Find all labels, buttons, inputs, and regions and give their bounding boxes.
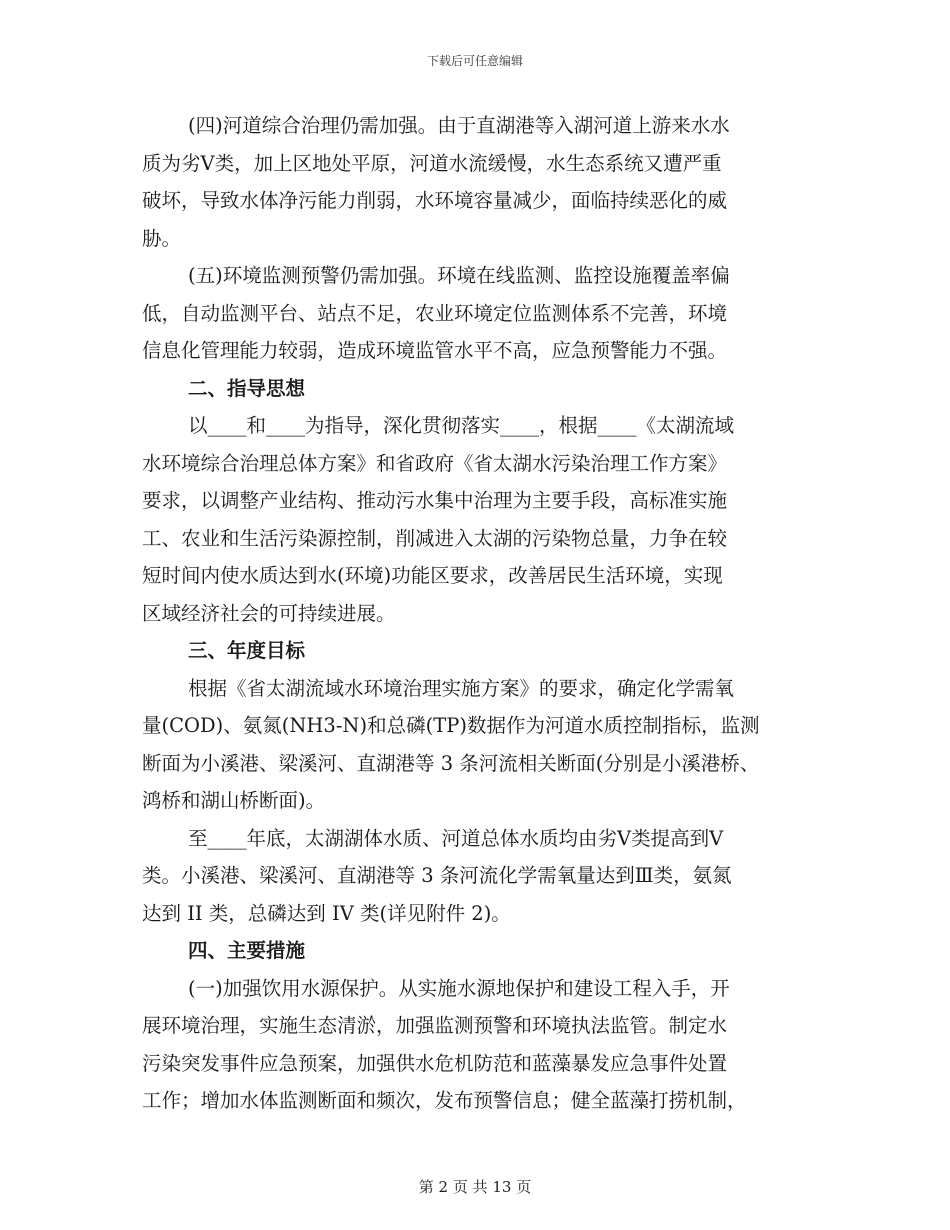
text-line: 质为劣Ⅴ类，加上区地处平原，河道水流缓慢，水生态系统又遭严重	[142, 151, 722, 175]
text-line: 水环境综合治理总体方案》和省政府《省太湖水污染治理工作方案》	[142, 451, 728, 475]
text-line: 要求，以调整产业结构、推动污水集中治理为主要手段，高标准实施	[142, 489, 728, 512]
section-heading: 三、年度目标	[188, 639, 306, 662]
text-line: 至____年底，太湖湖体水质、河道总体水质均由劣Ⅴ类提高到Ⅴ	[188, 826, 724, 850]
text-line: 区域经济社会的可持续进展。	[142, 601, 396, 625]
section-heading: 四、主要措施	[188, 939, 306, 962]
text-line: 工作；增加水体监测断面和频次，发布预警信息；健全蓝藻打捞机制，	[142, 1089, 747, 1112]
page-header: 下载后可任意编辑	[426, 54, 523, 68]
text-line: 达到 II 类，总磷达到 IV 类(详见附件 2)。	[142, 901, 511, 925]
text-line: (五)环境监测预警仍需加强。环境在线监测、监控设施覆盖率偏	[188, 264, 730, 287]
text-line: 破坏，导致水体净污能力削弱，水环境容量减少，面临持续恶化的威	[142, 189, 728, 212]
text-line: 以____和____为指导，深化贯彻落实____，根据____《太湖流域	[188, 414, 735, 437]
text-line: (四)河道综合治理仍需加强。由于直湖港等入湖河道上游来水水	[188, 114, 730, 137]
text-line: 低，自动监测平台、站点不足，农业环境定位监测体系不完善，环境	[142, 301, 728, 325]
text-line: 量(COD)、氨氮(NH3-N)和总磷(TP)数据作为河道水质控制指标，监测	[142, 714, 760, 737]
text-line: (一)加强饮用水源保护。从实施水源地保护和建设工程入手，开	[188, 976, 730, 1000]
text-line: 断面为小溪港、梁溪河、直湖港等 3 条河流相关断面(分别是小溪港桥、	[142, 751, 760, 775]
text-line: 鸿桥和湖山桥断面)。	[142, 789, 326, 812]
document-body	[142, 107, 822, 1120]
text-line: 工、农业和生活污染源控制，削减进入太湖的污染物总量，力争在较	[142, 526, 728, 550]
text-line: 污染突发事件应急预案，加强供水危机防范和蓝藻暴发应急事件处置	[142, 1051, 728, 1075]
text-line: 展环境治理，实施生态清淤，加强监测预警和环境执法监管。制定水	[142, 1014, 728, 1037]
text-line: 根据《省太湖流域水环境治理实施方案》的要求，确定化学需氧	[188, 676, 735, 700]
text-line: 短时间内使水质达到水(环境)功能区要求，改善居民生活环境，实现	[142, 564, 723, 587]
section-heading: 二、指导思想	[188, 376, 306, 400]
text-line: 信息化管理能力较弱，造成环境监管水平不高，应急预警能力不强。	[142, 339, 728, 362]
text-line: 胁。	[142, 226, 182, 250]
page-footer: 第 2 页 共 13 页	[418, 1178, 532, 1196]
text-line: 类。小溪港、梁溪河、直湖港等 3 条河流化学需氧量达到Ⅲ类，氨氮	[142, 864, 732, 887]
